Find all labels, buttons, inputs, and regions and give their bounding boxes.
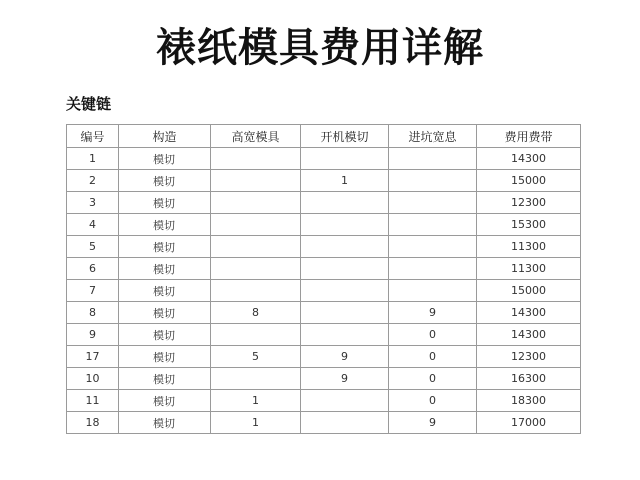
cell-structure: 模切 (119, 390, 211, 412)
cell-cost: 15000 (477, 280, 581, 302)
cell-interest: 0 (389, 390, 477, 412)
cell-die-cut: 9 (301, 368, 389, 390)
cell-cost: 15300 (477, 214, 581, 236)
cell-die-cut: 9 (301, 346, 389, 368)
cell-structure: 模切 (119, 214, 211, 236)
cell-mold (211, 148, 301, 170)
cell-mold (211, 324, 301, 346)
cell-cost: 16300 (477, 368, 581, 390)
table-row (67, 258, 581, 280)
header-interest: 进坑宽息 (389, 125, 477, 148)
table-row (67, 148, 581, 170)
table-row (67, 324, 581, 346)
cell-number: 6 (67, 258, 119, 280)
cell-cost: 15000 (477, 170, 581, 192)
cell-structure: 模切 (119, 346, 211, 368)
cell-die-cut (301, 148, 389, 170)
cell-interest: 9 (389, 302, 477, 324)
table-row (67, 412, 581, 434)
cell-die-cut (301, 390, 389, 412)
header-structure: 构造 (119, 125, 211, 148)
cell-interest: 0 (389, 368, 477, 390)
data-table (66, 124, 581, 434)
cell-number: 18 (67, 412, 119, 434)
cell-mold (211, 192, 301, 214)
cell-number: 3 (67, 192, 119, 214)
cell-number: 9 (67, 324, 119, 346)
table-header-row (67, 125, 581, 148)
cell-number: 17 (67, 346, 119, 368)
cell-structure: 模切 (119, 368, 211, 390)
header-mold: 高宽模具 (211, 125, 301, 148)
cell-die-cut (301, 258, 389, 280)
table-row (67, 280, 581, 302)
header-cost: 费用费带 (477, 125, 581, 148)
page-title: 裱纸模具费用详解 (156, 25, 484, 71)
cell-interest (389, 258, 477, 280)
header-die-cut: 开机模切 (301, 125, 389, 148)
cell-number: 2 (67, 170, 119, 192)
cell-mold (211, 170, 301, 192)
cell-die-cut (301, 302, 389, 324)
cell-structure: 模切 (119, 170, 211, 192)
table-row (67, 302, 581, 324)
cell-number: 7 (67, 280, 119, 302)
table-row (67, 236, 581, 258)
cell-number: 4 (67, 214, 119, 236)
cell-mold: 1 (211, 390, 301, 412)
cell-die-cut (301, 324, 389, 346)
table-row (67, 192, 581, 214)
table-row (67, 368, 581, 390)
cell-interest (389, 280, 477, 302)
cell-interest (389, 148, 477, 170)
cell-die-cut (301, 214, 389, 236)
cell-mold (211, 258, 301, 280)
cell-structure: 模切 (119, 192, 211, 214)
table-row (67, 346, 581, 368)
cell-cost: 11300 (477, 236, 581, 258)
cell-interest: 0 (389, 324, 477, 346)
cell-mold: 5 (211, 346, 301, 368)
header-number: 编号 (67, 125, 119, 148)
cell-cost: 11300 (477, 258, 581, 280)
cell-structure: 模切 (119, 258, 211, 280)
cell-mold (211, 368, 301, 390)
cell-mold (211, 280, 301, 302)
cell-structure: 模切 (119, 148, 211, 170)
cell-number: 10 (67, 368, 119, 390)
cell-interest: 0 (389, 346, 477, 368)
cell-mold (211, 236, 301, 258)
table-row (67, 214, 581, 236)
cell-interest (389, 236, 477, 258)
cell-die-cut: 1 (301, 170, 389, 192)
cell-cost: 14300 (477, 148, 581, 170)
cell-cost: 14300 (477, 302, 581, 324)
cell-cost: 12300 (477, 346, 581, 368)
cell-interest (389, 192, 477, 214)
cell-interest (389, 214, 477, 236)
cell-interest: 9 (389, 412, 477, 434)
cell-die-cut (301, 412, 389, 434)
cell-mold (211, 214, 301, 236)
cell-mold: 1 (211, 412, 301, 434)
cell-structure: 模切 (119, 324, 211, 346)
table-row (67, 390, 581, 412)
cell-structure: 模切 (119, 412, 211, 434)
cell-number: 1 (67, 148, 119, 170)
cell-die-cut (301, 280, 389, 302)
cell-cost: 12300 (477, 192, 581, 214)
cell-die-cut (301, 192, 389, 214)
cell-number: 5 (67, 236, 119, 258)
cell-number: 11 (67, 390, 119, 412)
cell-structure: 模切 (119, 302, 211, 324)
cell-mold: 8 (211, 302, 301, 324)
cell-number: 8 (67, 302, 119, 324)
table-body (67, 148, 581, 434)
table-row (67, 170, 581, 192)
cell-interest (389, 170, 477, 192)
cell-die-cut (301, 236, 389, 258)
cell-structure: 模切 (119, 236, 211, 258)
section-label: 关键链 (66, 95, 112, 113)
cell-cost: 17000 (477, 412, 581, 434)
cell-cost: 14300 (477, 324, 581, 346)
cell-structure: 模切 (119, 280, 211, 302)
cell-cost: 18300 (477, 390, 581, 412)
